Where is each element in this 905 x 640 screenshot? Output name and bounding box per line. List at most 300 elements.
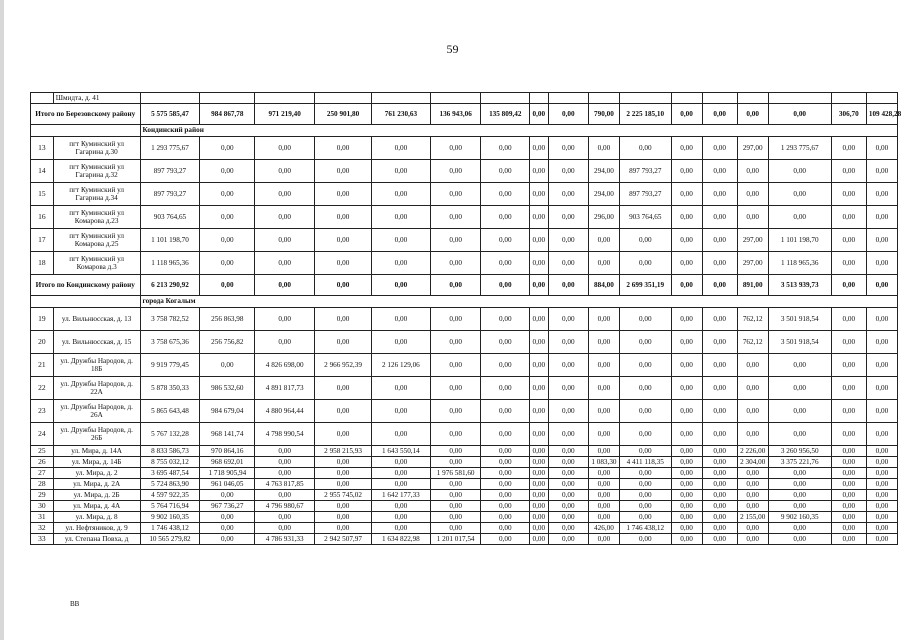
table-row (31, 501, 898, 512)
value-cell: 0,00 (430, 423, 481, 446)
value-cell: 0,00 (588, 468, 619, 479)
value-cell: 0,00 (371, 160, 430, 183)
value-cell: 0,00 (530, 457, 549, 468)
value-cell: 0,00 (619, 468, 671, 479)
row-number-cell: 33 (31, 534, 54, 545)
value-cell: 0,00 (768, 523, 831, 534)
value-cell: 0,00 (737, 501, 768, 512)
value-cell: 0,00 (430, 457, 481, 468)
value-cell: 2 304,00 (737, 457, 768, 468)
address-cell: ул. Мира, д. 2 (53, 468, 140, 479)
value-cell: 0,00 (702, 183, 737, 206)
total-value-cell: 0,00 (481, 275, 530, 296)
value-cell: 1 118 965,36 (140, 252, 200, 275)
value-cell: 0,00 (671, 308, 702, 331)
value-cell: 0,00 (530, 331, 549, 354)
value-cell: 2 955 745,02 (315, 490, 372, 501)
value-cell: 0,00 (548, 501, 588, 512)
value-cell: 0,00 (671, 377, 702, 400)
value-cell: 0,00 (588, 400, 619, 423)
value-cell: 0,00 (831, 229, 866, 252)
value-cell: 3 375 221,76 (768, 457, 831, 468)
value-cell: 0,00 (371, 400, 430, 423)
value-cell: 0,00 (481, 229, 530, 252)
value-cell: 0,00 (831, 490, 866, 501)
address-cell: пгт Куминский ул Комарова д.3 (53, 252, 140, 275)
value-cell: 0,00 (548, 331, 588, 354)
table-row (31, 512, 898, 523)
value-cell: 0,00 (530, 512, 549, 523)
row-number-cell: 30 (31, 501, 54, 512)
value-cell: 294,00 (588, 160, 619, 183)
value-cell (481, 93, 530, 104)
value-cell (671, 93, 702, 104)
value-cell: 0,00 (371, 423, 430, 446)
value-cell: 0,00 (831, 308, 866, 331)
total-value-cell: 0,00 (866, 275, 897, 296)
value-cell (315, 93, 372, 104)
value-cell: 967 736,27 (200, 501, 255, 512)
value-cell: 0,00 (671, 523, 702, 534)
value-cell: 0,00 (831, 479, 866, 490)
total-value-cell: 135 809,42 (481, 104, 530, 125)
value-cell: 0,00 (588, 308, 619, 331)
footer-mark: ВВ (70, 600, 80, 608)
value-cell: 1 083,30 (588, 457, 619, 468)
value-cell: 0,00 (831, 534, 866, 545)
section-title: Кондинский район (140, 125, 897, 137)
value-cell: 0,00 (371, 229, 430, 252)
value-cell: 4 798 990,54 (255, 423, 315, 446)
value-cell: 0,00 (315, 137, 372, 160)
section-title: города Когалым (140, 296, 897, 308)
value-cell: 0,00 (481, 308, 530, 331)
value-cell: 0,00 (548, 512, 588, 523)
value-cell: 1 101 198,70 (768, 229, 831, 252)
value-cell: 5 767 132,28 (140, 423, 200, 446)
value-cell: 0,00 (737, 423, 768, 446)
total-value-cell: 5 575 585,47 (140, 104, 200, 125)
value-cell: 0,00 (481, 160, 530, 183)
value-cell: 0,00 (530, 377, 549, 400)
row-number-cell: 22 (31, 377, 54, 400)
table-row (31, 523, 898, 534)
value-cell: 0,00 (200, 252, 255, 275)
value-cell: 2 942 507,97 (315, 534, 372, 545)
value-cell: 0,00 (430, 183, 481, 206)
value-cell: 8 833 586,73 (140, 446, 200, 457)
value-cell (200, 93, 255, 104)
value-cell: 0,00 (702, 490, 737, 501)
table-row (31, 331, 898, 354)
value-cell: 0,00 (315, 501, 372, 512)
value-cell: 5 724 863,90 (140, 479, 200, 490)
value-cell: 0,00 (315, 377, 372, 400)
value-cell: 0,00 (530, 468, 549, 479)
value-cell: 0,00 (530, 523, 549, 534)
value-cell: 0,00 (831, 523, 866, 534)
address-cell: ул. Мира, д. 8 (53, 512, 140, 523)
value-cell: 0,00 (671, 400, 702, 423)
total-value-cell: 891,00 (737, 275, 768, 296)
value-cell: 1 746 438,12 (619, 523, 671, 534)
value-cell: 0,00 (866, 512, 897, 523)
value-cell: 0,00 (255, 160, 315, 183)
value-cell: 1 718 905,94 (200, 468, 255, 479)
value-cell: 4 880 964,44 (255, 400, 315, 423)
value-cell (831, 93, 866, 104)
value-cell: 0,00 (702, 137, 737, 160)
total-value-cell: 2 225 185,10 (619, 104, 671, 125)
section-header-row (31, 125, 898, 137)
value-cell: 0,00 (768, 183, 831, 206)
value-cell: 1 293 775,67 (140, 137, 200, 160)
row-number-cell: 15 (31, 183, 54, 206)
value-cell: 0,00 (671, 446, 702, 457)
value-cell: 961 046,05 (200, 479, 255, 490)
value-cell: 0,00 (866, 446, 897, 457)
value-cell: 10 565 279,82 (140, 534, 200, 545)
value-cell: 0,00 (768, 479, 831, 490)
value-cell: 0,00 (702, 229, 737, 252)
section-header-row (31, 296, 898, 308)
value-cell: 0,00 (255, 229, 315, 252)
value-cell: 0,00 (255, 468, 315, 479)
value-cell: 0,00 (866, 160, 897, 183)
value-cell: 294,00 (588, 183, 619, 206)
value-cell: 4 796 980,67 (255, 501, 315, 512)
row-number-cell: 19 (31, 308, 54, 331)
value-cell: 0,00 (831, 377, 866, 400)
value-cell: 0,00 (255, 206, 315, 229)
value-cell: 0,00 (548, 229, 588, 252)
section-spacer (31, 125, 141, 137)
value-cell: 0,00 (866, 229, 897, 252)
value-cell: 2 226,00 (737, 446, 768, 457)
value-cell: 0,00 (737, 160, 768, 183)
value-cell: 0,00 (200, 206, 255, 229)
value-cell: 0,00 (371, 523, 430, 534)
value-cell: 0,00 (702, 512, 737, 523)
value-cell: 3 501 918,54 (768, 308, 831, 331)
total-value-cell: 0,00 (548, 275, 588, 296)
row-number-cell: 17 (31, 229, 54, 252)
value-cell: 0,00 (702, 457, 737, 468)
table-row (31, 354, 898, 377)
value-cell: 0,00 (702, 252, 737, 275)
value-cell: 426,00 (588, 523, 619, 534)
value-cell: 0,00 (737, 377, 768, 400)
value-cell: 0,00 (619, 308, 671, 331)
value-cell: 2 155,00 (737, 512, 768, 523)
value-cell (140, 93, 200, 104)
value-cell: 0,00 (530, 252, 549, 275)
table-row (31, 534, 898, 545)
value-cell: 0,00 (481, 479, 530, 490)
value-cell: 0,00 (737, 400, 768, 423)
value-cell: 0,00 (548, 354, 588, 377)
total-value-cell: 0,00 (831, 275, 866, 296)
budget-table-container (30, 92, 902, 545)
row-number-cell: 27 (31, 468, 54, 479)
value-cell: 0,00 (430, 377, 481, 400)
address-cell: ул. Дружбы Народов, д. 26Б (53, 423, 140, 446)
value-cell (530, 93, 549, 104)
value-cell: 0,00 (371, 183, 430, 206)
total-value-cell: 0,00 (702, 275, 737, 296)
value-cell: 0,00 (831, 512, 866, 523)
value-cell: 0,00 (430, 308, 481, 331)
table-row (31, 468, 898, 479)
value-cell: 0,00 (530, 423, 549, 446)
address-cell: ул. Дружбы Народов, д. 26А (53, 400, 140, 423)
row-number-cell: 23 (31, 400, 54, 423)
total-row (31, 275, 898, 296)
value-cell: 0,00 (866, 523, 897, 534)
value-cell: 0,00 (588, 479, 619, 490)
value-cell: 0,00 (481, 534, 530, 545)
value-cell: 4 763 817,85 (255, 479, 315, 490)
value-cell: 1 101 198,70 (140, 229, 200, 252)
value-cell: 0,00 (548, 252, 588, 275)
value-cell: 0,00 (200, 183, 255, 206)
table-row (31, 446, 898, 457)
value-cell: 0,00 (619, 423, 671, 446)
value-cell: 0,00 (768, 160, 831, 183)
table-row (31, 490, 898, 501)
table-row (31, 229, 898, 252)
value-cell: 297,00 (737, 137, 768, 160)
value-cell: 0,00 (200, 512, 255, 523)
value-cell: 0,00 (371, 331, 430, 354)
value-cell: 0,00 (831, 501, 866, 512)
value-cell: 0,00 (255, 252, 315, 275)
value-cell: 0,00 (588, 423, 619, 446)
value-cell: 4 826 698,00 (255, 354, 315, 377)
row-number-cell: 24 (31, 423, 54, 446)
value-cell: 0,00 (671, 534, 702, 545)
row-number-cell: 31 (31, 512, 54, 523)
value-cell: 0,00 (430, 512, 481, 523)
value-cell: 0,00 (430, 252, 481, 275)
value-cell: 5 865 643,48 (140, 400, 200, 423)
value-cell: 1 976 581,60 (430, 468, 481, 479)
value-cell: 0,00 (530, 490, 549, 501)
table-row (31, 400, 898, 423)
address-cell: пгт Куминский ул Комарова д.23 (53, 206, 140, 229)
value-cell: 0,00 (481, 377, 530, 400)
value-cell: 0,00 (255, 457, 315, 468)
value-cell: 0,00 (619, 446, 671, 457)
value-cell: 0,00 (530, 229, 549, 252)
value-cell: 0,00 (768, 423, 831, 446)
value-cell: 0,00 (371, 308, 430, 331)
value-cell: 0,00 (671, 512, 702, 523)
value-cell: 970 864,16 (200, 446, 255, 457)
value-cell: 0,00 (866, 501, 897, 512)
value-cell: 0,00 (768, 534, 831, 545)
value-cell: 0,00 (255, 308, 315, 331)
value-cell: 2 966 952,39 (315, 354, 372, 377)
value-cell: 0,00 (866, 457, 897, 468)
table-row (31, 479, 898, 490)
value-cell: 0,00 (315, 160, 372, 183)
value-cell: 0,00 (702, 331, 737, 354)
value-cell: 1 642 177,33 (371, 490, 430, 501)
value-cell: 0,00 (481, 183, 530, 206)
value-cell: 0,00 (831, 354, 866, 377)
value-cell: 0,00 (619, 512, 671, 523)
value-cell: 0,00 (430, 160, 481, 183)
value-cell: 297,00 (737, 252, 768, 275)
value-cell: 1 643 550,14 (371, 446, 430, 457)
row-number-cell: 18 (31, 252, 54, 275)
total-value-cell: 0,00 (737, 104, 768, 125)
value-cell: 0,00 (866, 308, 897, 331)
value-cell: 903 764,65 (140, 206, 200, 229)
page-number: 59 (446, 42, 459, 56)
value-cell: 0,00 (481, 400, 530, 423)
value-cell: 0,00 (481, 252, 530, 275)
value-cell: 0,00 (619, 331, 671, 354)
value-cell: 986 532,60 (200, 377, 255, 400)
value-cell: 0,00 (548, 160, 588, 183)
value-cell: 0,00 (530, 160, 549, 183)
total-value-cell: 984 867,78 (200, 104, 255, 125)
value-cell: 0,00 (619, 137, 671, 160)
address-cell: пгт Куминский ул Комарова д.25 (53, 229, 140, 252)
value-cell: 0,00 (866, 137, 897, 160)
value-cell: 0,00 (768, 400, 831, 423)
value-cell (737, 93, 768, 104)
value-cell: 0,00 (371, 468, 430, 479)
value-cell: 0,00 (588, 137, 619, 160)
value-cell: 0,00 (255, 523, 315, 534)
value-cell: 0,00 (619, 479, 671, 490)
row-number-cell (31, 93, 54, 104)
value-cell: 0,00 (530, 534, 549, 545)
value-cell: 0,00 (671, 160, 702, 183)
value-cell: 0,00 (619, 400, 671, 423)
value-cell: 3 501 918,54 (768, 331, 831, 354)
value-cell: 0,00 (866, 468, 897, 479)
value-cell: 0,00 (430, 331, 481, 354)
table-row (31, 137, 898, 160)
address-cell: пгт Куминский ул Гагарина д.32 (53, 160, 140, 183)
value-cell: 0,00 (768, 377, 831, 400)
value-cell: 0,00 (255, 490, 315, 501)
value-cell: 0,00 (702, 308, 737, 331)
value-cell: 0,00 (315, 252, 372, 275)
value-cell: 0,00 (315, 468, 372, 479)
value-cell: 0,00 (315, 400, 372, 423)
row-number-cell: 25 (31, 446, 54, 457)
value-cell: 0,00 (866, 206, 897, 229)
value-cell: 0,00 (671, 252, 702, 275)
table-row (31, 160, 898, 183)
value-cell: 0,00 (481, 490, 530, 501)
value-cell: 0,00 (481, 423, 530, 446)
value-cell: 0,00 (371, 512, 430, 523)
value-cell: 0,00 (619, 252, 671, 275)
total-label: Итого по Березовскому району (31, 104, 141, 125)
total-value-cell: 0,00 (530, 104, 549, 125)
value-cell: 0,00 (200, 490, 255, 501)
scan-edge (0, 0, 4, 640)
total-value-cell: 0,00 (530, 275, 549, 296)
value-cell: 0,00 (548, 206, 588, 229)
table-row (31, 206, 898, 229)
value-cell: 0,00 (430, 490, 481, 501)
value-cell: 0,00 (255, 512, 315, 523)
value-cell: 256 756,82 (200, 331, 255, 354)
value-cell: 0,00 (255, 183, 315, 206)
total-value-cell: 136 943,06 (430, 104, 481, 125)
value-cell: 0,00 (768, 206, 831, 229)
value-cell: 0,00 (588, 377, 619, 400)
value-cell (768, 93, 831, 104)
address-cell: ул. Мира, д. 14Б (53, 457, 140, 468)
value-cell: 0,00 (671, 331, 702, 354)
value-cell: 0,00 (200, 160, 255, 183)
value-cell: 0,00 (548, 523, 588, 534)
value-cell: 897 793,27 (140, 160, 200, 183)
value-cell: 0,00 (430, 206, 481, 229)
value-cell: 0,00 (702, 354, 737, 377)
value-cell: 0,00 (315, 523, 372, 534)
value-cell: 0,00 (255, 446, 315, 457)
value-cell: 5 764 716,94 (140, 501, 200, 512)
value-cell: 0,00 (588, 512, 619, 523)
address-cell: ул. Вильнюсская, д. 13 (53, 308, 140, 331)
budget-table (30, 92, 902, 545)
value-cell: 0,00 (430, 400, 481, 423)
value-cell: 0,00 (702, 523, 737, 534)
address-cell: пгт Куминский ул Гагарина д.34 (53, 183, 140, 206)
value-cell: 0,00 (315, 331, 372, 354)
value-cell: 0,00 (737, 206, 768, 229)
value-cell: 0,00 (530, 479, 549, 490)
table-row (31, 377, 898, 400)
value-cell: 0,00 (530, 501, 549, 512)
value-cell: 0,00 (481, 468, 530, 479)
total-value-cell: 761 230,63 (371, 104, 430, 125)
value-cell: 0,00 (619, 501, 671, 512)
value-cell: 0,00 (831, 183, 866, 206)
value-cell: 0,00 (481, 331, 530, 354)
value-cell: 0,00 (831, 252, 866, 275)
value-cell: 0,00 (619, 229, 671, 252)
value-cell: 0,00 (702, 479, 737, 490)
value-cell: 0,00 (702, 446, 737, 457)
total-value-cell: 0,00 (671, 104, 702, 125)
value-cell: 897 793,27 (619, 183, 671, 206)
value-cell: 0,00 (371, 252, 430, 275)
value-cell: 0,00 (671, 183, 702, 206)
value-cell: 0,00 (866, 479, 897, 490)
value-cell: 0,00 (671, 457, 702, 468)
value-cell: 0,00 (831, 160, 866, 183)
value-cell: 1 201 017,54 (430, 534, 481, 545)
value-cell: 0,00 (315, 423, 372, 446)
value-cell: 0,00 (737, 479, 768, 490)
value-cell: 4 411 118,35 (619, 457, 671, 468)
value-cell: 5 878 350,33 (140, 377, 200, 400)
value-cell: 4 597 922,35 (140, 490, 200, 501)
value-cell: 0,00 (371, 457, 430, 468)
value-cell: 0,00 (671, 479, 702, 490)
value-cell: 0,00 (737, 468, 768, 479)
